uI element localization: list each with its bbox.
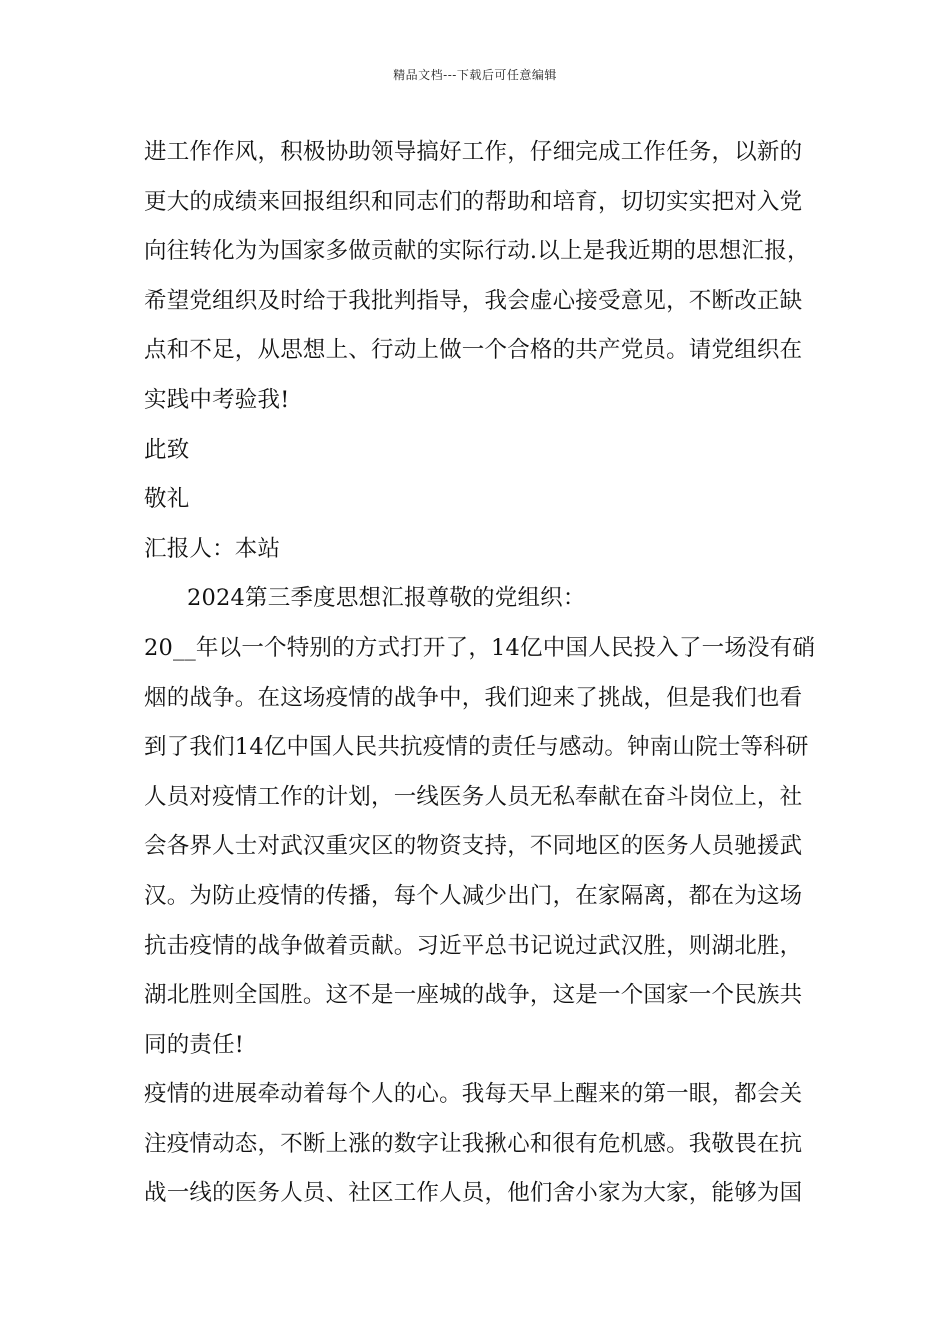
body-line: 同的责任! xyxy=(144,1031,245,1058)
body-line: 抗击疫情的战争做着贡献。习近平总书记说过武汉胜，则湖北胜， xyxy=(144,932,803,959)
body-line: 希望党组织及时给于我批判指导，我会虚心接受意见，不断改正缺 xyxy=(144,287,803,314)
body-line: 向往转化为为国家多做贡献的实际行动.以上是我近期的思想汇报， xyxy=(144,238,810,265)
body-line: 汉。为防止疫情的传播，每个人减少出门，在家隔离，都在为这场 xyxy=(144,882,803,909)
salutation-line: 此致 xyxy=(144,436,190,463)
body-line: 人员对疫情工作的计划，一线医务人员无私奉献在奋斗岗位上，社 xyxy=(144,783,803,810)
reporter-line: 汇报人：本站 xyxy=(144,535,281,562)
body-line: 点和不足，从思想上、行动上做一个合格的共产党员。请党组织在 xyxy=(144,337,803,364)
body-line: 战一线的医务人员、社区工作人员，他们舍小家为大家，能够为国 xyxy=(144,1180,803,1207)
body-line: 实践中考验我! xyxy=(144,386,290,413)
body-line: 到了我们14亿中国人民共抗疫情的责任与感动。钟南山院士等科研 xyxy=(144,734,809,761)
body-line: 烟的战争。在这场疫情的战争中，我们迎来了挑战，但是我们也看 xyxy=(144,684,803,711)
body-line: 湖北胜则全国胜。这不是一座城的战争，这是一个国家一个民族共 xyxy=(144,982,803,1009)
salutation-line: 敬礼 xyxy=(144,486,190,513)
body-line: 更大的成绩来回报组织和同志们的帮助和培育，切切实实把对入党 xyxy=(144,188,803,215)
body-line: 20__年以一个特别的方式打开了，14亿中国人民投入了一场没有硝 xyxy=(144,634,816,661)
body-line: 注疫情动态，不断上涨的数字让我揪心和很有危机感。我敬畏在抗 xyxy=(144,1130,803,1157)
page-header: 精品文档---下载后可任意编辑 xyxy=(393,68,557,82)
body-line: 会各界人士对武汉重灾区的物资支持，不同地区的医务人员驰援武 xyxy=(144,833,803,860)
body-line: 疫情的进展牵动着每个人的心。我每天早上醒来的第一眼，都会关 xyxy=(144,1081,803,1108)
document-body xyxy=(144,128,816,1219)
section-title: 2024第三季度思想汇报尊敬的党组织： xyxy=(187,585,586,612)
body-line: 进工作作风，积极协助领导搞好工作，仔细完成工作任务，以新的 xyxy=(144,139,803,165)
